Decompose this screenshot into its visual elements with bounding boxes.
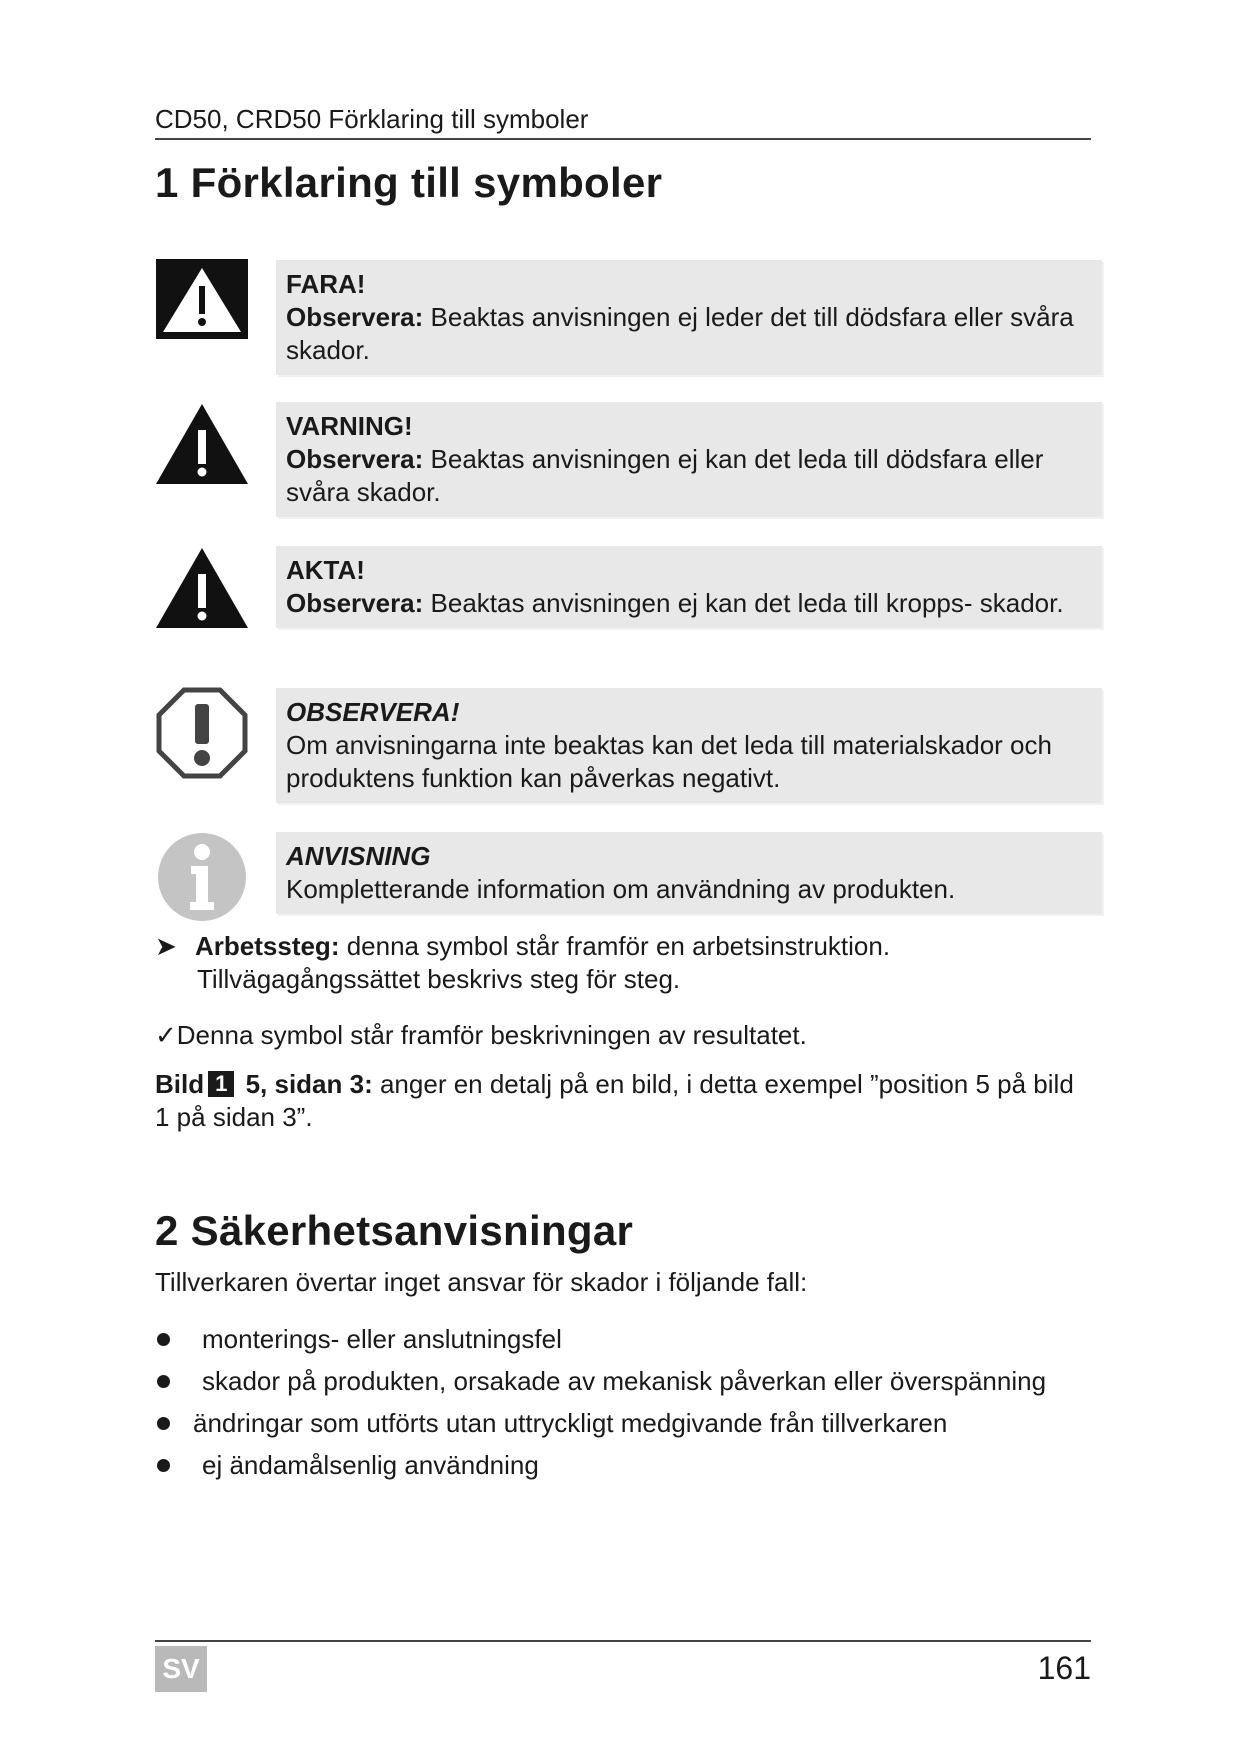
list-item: skador på produkten, orsakade av mekanisk påverkan eller överspänning	[155, 1360, 1115, 1402]
footer-divider	[155, 1640, 1091, 1642]
notice-label: Observera:	[286, 444, 424, 474]
notice-title: ANVISNING	[286, 841, 431, 871]
figure-number-badge: 1	[208, 1071, 234, 1097]
work-step-arrow-icon: ➤	[155, 931, 177, 961]
bullet-icon	[157, 1417, 170, 1430]
caution-triangle-icon	[155, 546, 249, 640]
work-step-text-2: Tillvägagångssättet beskrivs steg för steg.	[197, 964, 681, 994]
figure-label: Bild	[155, 1069, 205, 1099]
work-step-label: Arbetssteg:	[195, 931, 340, 961]
notice-body: Kompletterande information om användning av produkten.	[286, 874, 956, 904]
page-number: 161	[1037, 1650, 1091, 1686]
list-item: monterings- eller anslutningsfel	[155, 1318, 1115, 1360]
bullet-icon	[157, 1375, 170, 1388]
notice-title: OBSERVERA!	[286, 697, 460, 727]
language-badge: SV	[155, 1646, 207, 1692]
notice-octagon-icon	[155, 686, 249, 780]
notice-danger	[276, 260, 1102, 375]
notice-body: Om anvisningarna inte beaktas kan det leda till materialskador och produktens funktion kan påverkas negativt.	[286, 730, 1052, 793]
bullet-icon	[157, 1459, 170, 1472]
list-item: ej ändamålsenlig användning	[155, 1444, 1115, 1486]
info-icon	[155, 830, 249, 924]
notice-title: VARNING!	[286, 411, 413, 441]
liability-list	[155, 1318, 1115, 1486]
notice-body: Beaktas anvisningen ej kan det leda till dödsfara eller svåra skador.	[286, 444, 1044, 507]
work-step-legend	[155, 930, 1095, 996]
figure-text: anger en detalj på en bild, i detta exempel ”position 5 på bild 1 på sidan 3”.	[155, 1069, 1074, 1132]
figure-ref: 5, sidan 3:	[238, 1069, 373, 1099]
notice-title: FARA!	[286, 269, 366, 299]
section-2-intro: Tillverkaren övertar inget ansvar för skador i följande fall:	[155, 1267, 808, 1297]
notice-body: Beaktas anvisningen ej kan det leda till kropps- skador.	[423, 588, 1064, 618]
notice-label: Observera:	[286, 588, 424, 618]
bullet-icon	[157, 1333, 170, 1346]
notice-info	[276, 832, 1102, 914]
warning-triangle-icon	[155, 402, 249, 496]
notice-body: Beaktas anvisningen ej leder det till dödsfara eller svåra skador.	[286, 302, 1074, 365]
running-header: CD50, CRD50 Förklaring till symboler	[155, 104, 1091, 140]
notice-title: AKTA!	[286, 555, 365, 585]
notice-caution	[276, 546, 1102, 628]
work-step-text: denna symbol står framför en arbetsinstruktion.	[339, 931, 891, 961]
figure-reference-legend	[155, 1068, 1095, 1134]
section-1-title: 1 Förklaring till symboler	[155, 159, 663, 206]
section-2-title: 2 Säkerhetsanvisningar	[155, 1207, 634, 1254]
notice-warning	[276, 402, 1102, 517]
result-legend: ✓Denna symbol står framför beskrivningen av resultatet.	[155, 1020, 807, 1050]
danger-warning-icon	[155, 258, 249, 352]
list-item: ändringar som utförts utan uttryckligt medgivande från tillverkaren	[155, 1402, 1115, 1444]
notice-label: Observera:	[286, 302, 424, 332]
notice-observe	[276, 688, 1102, 803]
